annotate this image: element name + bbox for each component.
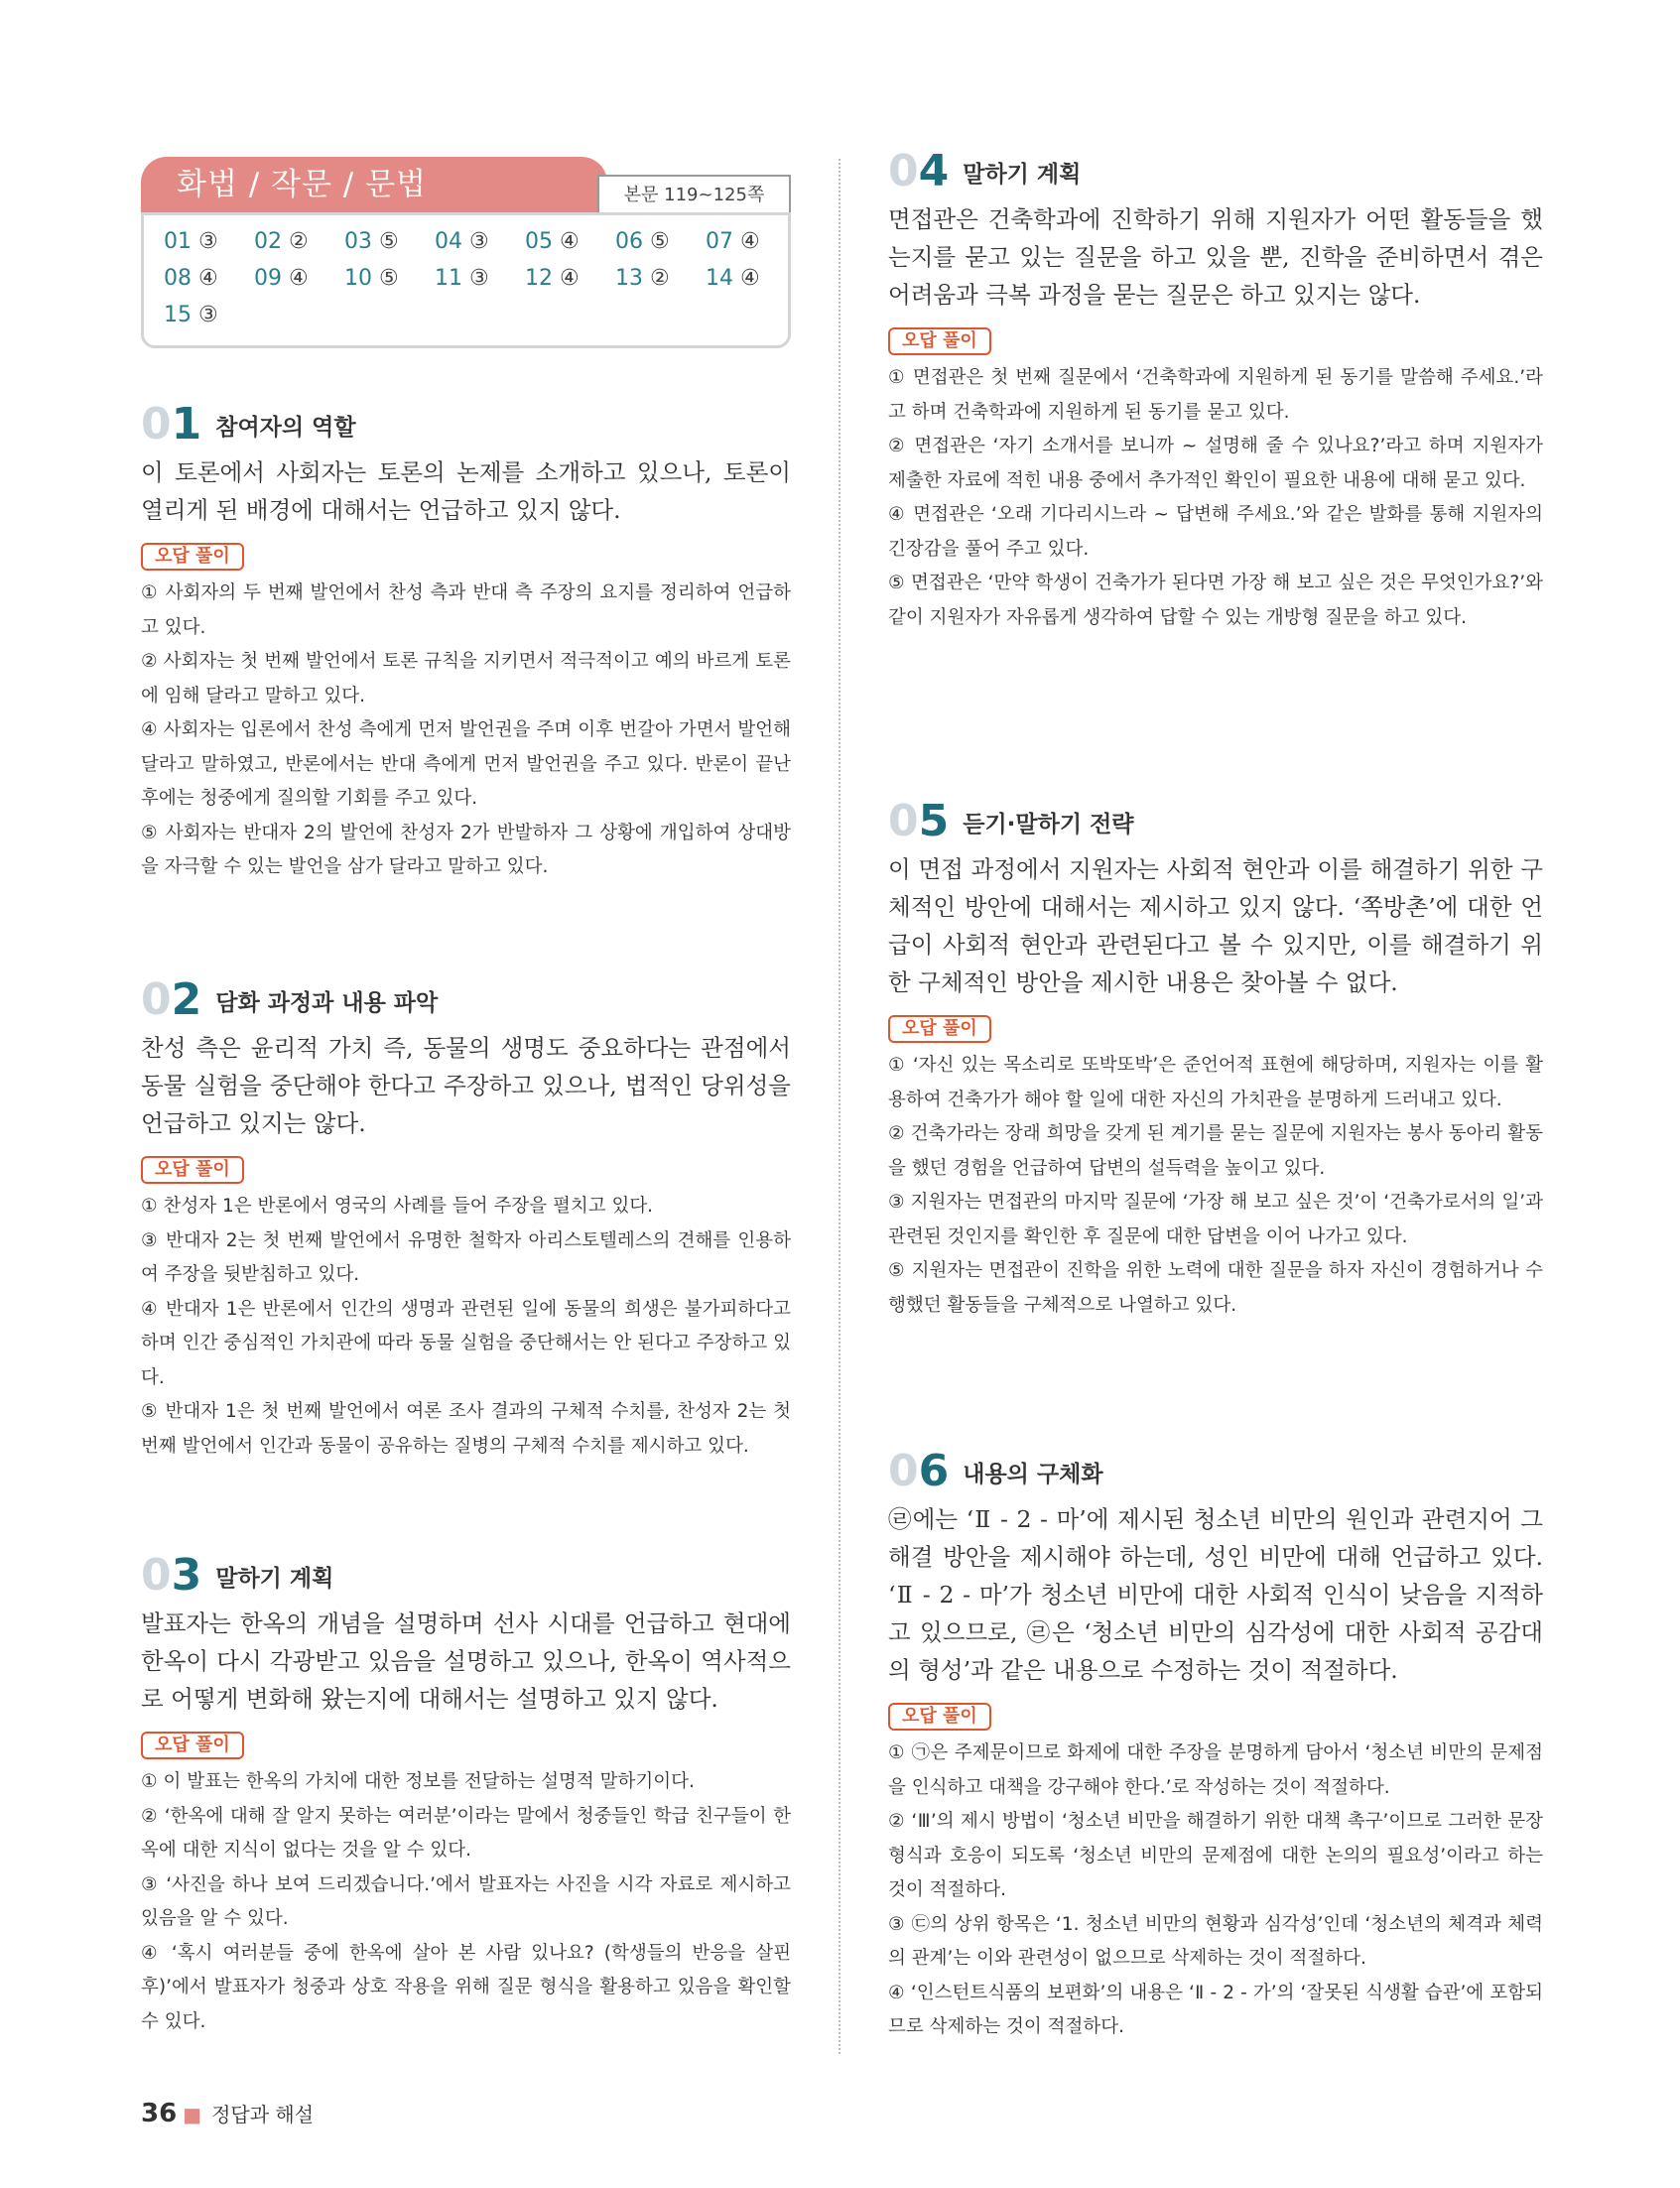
explanation-item: ③ ‘사진을 하나 보여 드리겠습니다.’에서 발표자는 사진을 시각 자료로 제시하고 있음을 알 수 있다. bbox=[141, 1873, 791, 1929]
answer-number: 06 bbox=[615, 229, 643, 254]
answer-number: 04 bbox=[435, 229, 462, 254]
answer-number: 10 bbox=[344, 266, 372, 291]
section-number-digit: 4 bbox=[918, 146, 950, 196]
footer-bullet: ■ bbox=[183, 2103, 202, 2126]
section-title: 내용의 구체화 bbox=[963, 1462, 1103, 1487]
answer-choice: ③ bbox=[469, 266, 489, 291]
section-number-digit: 1 bbox=[171, 399, 202, 450]
wrong-answer-badge: 오답 풀이 bbox=[888, 1015, 991, 1043]
explanation-item: ④ ‘혹시 여러분들 중에 한옥에 살아 본 사람 있나요? (학생들의 반응을 살핀 후)’에서 발표자가 청중과 상호 작용을 위해 질문 형식을 활용하고 있음을 확인할 수 있다. bbox=[141, 1942, 791, 2032]
left-column bbox=[141, 157, 791, 348]
section-title: 말하기 계획 bbox=[963, 162, 1082, 188]
explanation-item: ④ ‘인스턴트식품의 보편화’의 내용은 ‘Ⅱ - 2 - 가’의 ‘잘못된 식생활 습관’에 포함되므로 삭제하는 것이 적절하다. bbox=[888, 1982, 1543, 2037]
answer-item bbox=[435, 229, 525, 254]
section-title: 참여자의 역할 bbox=[215, 415, 356, 441]
answer-item bbox=[435, 266, 525, 291]
section-number-digit: 3 bbox=[171, 1550, 202, 1601]
answer-item bbox=[344, 266, 435, 291]
section-number-prefix: 0 bbox=[888, 1446, 919, 1496]
answer-number: 15 bbox=[164, 303, 192, 327]
answer-item bbox=[615, 229, 706, 254]
explanation-list bbox=[141, 1190, 791, 1464]
section-number-digit: 6 bbox=[918, 1446, 950, 1496]
section-title: 말하기 계획 bbox=[215, 1566, 334, 1592]
answer-item bbox=[254, 229, 344, 254]
explanation-item: ② ‘한옥에 대해 잘 알지 못하는 여러분’이라는 말에서 청중들인 학급 친구들이 한옥에 대한 지식이 없다는 것을 알 수 있다. bbox=[141, 1805, 791, 1861]
section-answer-text: 이 면접 과정에서 지원자는 사회적 현안과 이를 해결하기 위한 구체적인 방안에 대해서는 제시하고 있지 않다. ‘쪽방촌’에 대한 언급이 사회적 현안과 관련된다고 볼 수 있지만, 이를 해결하기 위한 구체적인 방안을 제시한 내용은 찾아볼 수 없다. bbox=[888, 855, 1543, 996]
wrong-answer-badge: 오답 풀이 bbox=[141, 1732, 244, 1759]
explanation-item: ⑤ 면접관은 ‘만약 학생이 건축가가 된다면 가장 해 보고 싶은 것은 무엇인가요?’와 같이 지원자가 자유롭게 생각하여 답할 수 있는 개방형 질문을 하고 있다. bbox=[888, 573, 1543, 628]
answer-box-title: 화법 / 작문 / 문법 bbox=[141, 157, 607, 212]
page-footer bbox=[141, 2099, 314, 2128]
footer-label: 정답과 해설 bbox=[211, 2103, 315, 2126]
answer-number: 13 bbox=[615, 266, 643, 291]
column-divider bbox=[839, 159, 840, 2054]
explanation-item: ⑤ 지원자는 면접관이 진학을 위한 노력에 대한 질문을 하자 자신이 경험하거나 수행했던 활동들을 구체적으로 나열하고 있다. bbox=[888, 1260, 1543, 1316]
explanation-list bbox=[141, 1765, 791, 2039]
section-answer-text: ㉣에는 ‘Ⅱ - 2 - 마’에 제시된 청소년 비만의 원인과 관련지어 그 해결 방안을 제시해야 하는데, 성인 비만에 대해 언급하고 있다. ‘Ⅱ - 2 - 마’가 청소년 비만에 대한 사회적 인식이 낮음을 지적하고 있으므로, ㉣은 ‘청소년 비만의 심각성에 대한 사회적 공감대의 형성’과 같은 내용으로 수정하는 것이 적절하다. bbox=[888, 1505, 1543, 1684]
section-number bbox=[888, 796, 950, 846]
section-06 bbox=[888, 1446, 1543, 2045]
answer-item bbox=[706, 229, 796, 254]
section-heading bbox=[141, 399, 791, 450]
answer-box bbox=[141, 157, 791, 348]
explanation-item: ① 사회자의 두 번째 발언에서 찬성 측과 반대 측 주장의 요지를 정리하여 언급하고 있다. bbox=[141, 582, 791, 638]
answer-item bbox=[525, 266, 615, 291]
answer-number: 11 bbox=[435, 266, 462, 291]
answer-choice: ② bbox=[650, 266, 670, 291]
explanation-item: ③ 지원자는 면접관의 마지막 질문에 ‘가장 해 보고 싶은 것’이 ‘건축가로서의 일’과 관련된 것인지를 확인한 후 질문에 대한 답변을 이어 나가고 있다. bbox=[888, 1192, 1543, 1247]
explanation-item: ① 찬성자 1은 반론에서 영국의 사례를 들어 주장을 펼치고 있다. bbox=[141, 1196, 654, 1217]
section-title: 담화 과정과 내용 파악 bbox=[215, 990, 439, 1016]
answer-box-range: 본문 119~125쪽 bbox=[597, 175, 791, 212]
section-heading bbox=[141, 974, 791, 1025]
section-number-prefix: 0 bbox=[141, 399, 172, 450]
section-number bbox=[888, 1446, 950, 1496]
answer-number: 12 bbox=[525, 266, 553, 291]
section-04 bbox=[888, 146, 1543, 635]
section-heading bbox=[141, 1550, 791, 1601]
explanation-item: ① ㉠은 주제문이므로 화제에 대한 주장을 분명하게 담아서 ‘청소년 비만의 문제점을 인식하고 대책을 강구해야 한다.’로 작성하는 것이 적절하다. bbox=[888, 1742, 1543, 1798]
answer-choice: ③ bbox=[198, 229, 218, 254]
answer-choice: ④ bbox=[740, 266, 760, 291]
wrong-answer-badge: 오답 풀이 bbox=[141, 543, 244, 571]
answer-choice: ④ bbox=[560, 266, 580, 291]
answer-number: 14 bbox=[706, 266, 733, 291]
explanation-item: ① ‘자신 있는 목소리로 또박또박’은 준언어적 표현에 해당하며, 지원자는 이를 활용하여 건축가가 해야 할 일에 대한 자신의 가치관을 분명하게 드러내고 있다. bbox=[888, 1055, 1543, 1110]
section-number-prefix: 0 bbox=[141, 1550, 172, 1601]
answer-choice: ④ bbox=[289, 266, 309, 291]
explanation-item: ④ 사회자는 입론에서 찬성 측에게 먼저 발언권을 주며 이후 번갈아 가면서 발언해 달라고 말하였고, 반론에서는 반대 측에게 먼저 발언권을 주고 있다. 반론이 끝난 후에는 청중에게 질의할 기회를 주고 있다. bbox=[141, 719, 791, 809]
section-heading bbox=[888, 1446, 1543, 1496]
section-number-digit: 5 bbox=[918, 796, 950, 846]
answer-choice: ④ bbox=[560, 229, 580, 254]
answer-choice: ② bbox=[289, 229, 309, 254]
section-answer-text: 면접관은 건축학과에 진학하기 위해 지원자가 어떤 활동들을 했는지를 묻고 있는 질문을 하고 있을 뿐, 진학을 준비하면서 겪은 어려움과 극복 과정을 묻는 질문은 하고 있지는 않다. bbox=[888, 205, 1543, 309]
answer-item bbox=[164, 229, 254, 254]
section-number bbox=[141, 974, 202, 1025]
explanation-item: ⑤ 사회자는 반대자 2의 발언에 찬성자 2가 반발하자 그 상황에 개입하여 상대방을 자극할 수 있는 발언을 삼가 달라고 말하고 있다. bbox=[141, 822, 791, 877]
section-02 bbox=[141, 974, 791, 1464]
explanation-item: ④ 반대자 1은 반론에서 인간의 생명과 관련된 일에 동물의 희생은 불가피하다고 하며 인간 중심적인 가치관에 따라 동물 실험을 중단해서는 안 된다고 주장하고 있다. bbox=[141, 1298, 791, 1388]
explanation-item: ⑤ 반대자 1은 첫 번째 발언에서 여론 조사 결과의 구체적 수치를, 찬성자 2는 첫 번째 발언에서 인간과 동물이 공유하는 질병의 구체적 수치를 제시하고 있다. bbox=[141, 1401, 791, 1457]
answer-number: 02 bbox=[254, 229, 282, 254]
explanation-list bbox=[888, 1049, 1543, 1323]
section-answer-text: 찬성 측은 윤리적 가치 즉, 동물의 생명도 중요하다는 관점에서 동물 실험을 중단해야 한다고 주장하고 있으나, 법적인 당위성을 언급하고 있지는 않다. bbox=[141, 1034, 791, 1137]
page-number: 36 bbox=[141, 2099, 178, 2128]
section-01 bbox=[141, 399, 791, 885]
answer-item bbox=[164, 303, 254, 327]
section-heading bbox=[888, 146, 1543, 196]
explanation-item: ④ 면접관은 ‘오래 기다리시느라 ~ 답변해 주세요.’와 같은 발화를 통해 지원자의 긴장감을 풀어 주고 있다. bbox=[888, 504, 1543, 560]
answer-grid bbox=[141, 212, 791, 348]
answer-choice: ④ bbox=[198, 266, 218, 291]
section-answer-text: 이 토론에서 사회자는 토론의 논제를 소개하고 있으나, 토론이 열리게 된 배경에 대해서는 언급하고 있지 않다. bbox=[141, 458, 791, 524]
explanation-list bbox=[888, 1737, 1543, 2045]
answer-choice: ③ bbox=[469, 229, 489, 254]
section-heading bbox=[888, 796, 1543, 846]
section-title: 듣기·말하기 전략 bbox=[963, 812, 1134, 837]
explanation-item: ② ‘Ⅲ’의 제시 방법이 ‘청소년 비만을 해결하기 위한 대책 촉구’이므로 그러한 문장 형식과 호응이 되도록 ‘청소년 비만의 문제점에 대한 논의의 필요성’이라고 하는 것이 적절하다. bbox=[888, 1811, 1543, 1900]
answer-item bbox=[615, 266, 706, 291]
answer-number: 08 bbox=[164, 266, 192, 291]
answer-choice: ⑤ bbox=[379, 266, 399, 291]
answer-item bbox=[164, 266, 254, 291]
wrong-answer-badge: 오답 풀이 bbox=[888, 327, 991, 355]
answer-number: 09 bbox=[254, 266, 282, 291]
explanation-item: ① 이 발표는 한옥의 가치에 대한 정보를 전달하는 설명적 말하기이다. bbox=[141, 1771, 695, 1792]
section-number bbox=[888, 146, 950, 196]
answer-choice: ⑤ bbox=[379, 229, 399, 254]
answer-item bbox=[706, 266, 796, 291]
wrong-answer-badge: 오답 풀이 bbox=[888, 1703, 991, 1731]
answer-choice: ④ bbox=[740, 229, 760, 254]
answer-choice: ⑤ bbox=[650, 229, 670, 254]
explanation-list bbox=[888, 361, 1543, 635]
explanation-item: ② 면접관은 ‘자기 소개서를 보니까 ~ 설명해 줄 수 있나요?’라고 하며 지원자가 제출한 자료에 적힌 내용 중에서 추가적인 확인이 필요한 내용에 대해 묻고 있다. bbox=[888, 436, 1543, 491]
explanation-item: ② 사회자는 첫 번째 발언에서 토론 규칙을 지키면서 적극적이고 예의 바르게 토론에 임해 달라고 말하고 있다. bbox=[141, 651, 791, 707]
answer-number: 07 bbox=[706, 229, 733, 254]
section-number-prefix: 0 bbox=[888, 146, 919, 196]
explanation-item: ③ 반대자 2는 첫 번째 발언에서 유명한 철학자 아리스토텔레스의 견해를 인용하여 주장을 뒷받침하고 있다. bbox=[141, 1229, 791, 1285]
answer-number: 01 bbox=[164, 229, 192, 254]
section-answer-text: 발표자는 한옥의 개념을 설명하며 선사 시대를 언급하고 현대에 한옥이 다시 각광받고 있음을 설명하고 있으나, 한옥이 역사적으로 어떻게 변화해 왔는지에 대해서는 설명하고 있지 않다. bbox=[141, 1609, 791, 1713]
section-03 bbox=[141, 1550, 791, 2039]
explanation-item: ② 건축가라는 장래 희망을 갖게 된 계기를 묻는 질문에 지원자는 봉사 동아리 활동을 했던 경험을 언급하여 답변의 설득력을 높이고 있다. bbox=[888, 1123, 1543, 1179]
section-number-prefix: 0 bbox=[888, 796, 919, 846]
wrong-answer-badge: 오답 풀이 bbox=[141, 1156, 244, 1184]
explanation-list bbox=[141, 577, 791, 885]
section-number bbox=[141, 399, 202, 450]
answer-item bbox=[344, 229, 435, 254]
answer-choice: ③ bbox=[198, 303, 218, 327]
answer-item bbox=[254, 266, 344, 291]
explanation-item: ③ ㉢의 상위 항목은 ‘1. 청소년 비만의 현황과 심각성’인데 ‘청소년의 체격과 체력의 관계’는 이와 관련성이 없으므로 삭제하는 것이 적절하다. bbox=[888, 1913, 1543, 1969]
section-05 bbox=[888, 796, 1543, 1323]
section-number-prefix: 0 bbox=[141, 974, 172, 1025]
answer-number: 03 bbox=[344, 229, 372, 254]
section-number bbox=[141, 1550, 202, 1601]
answer-number: 05 bbox=[525, 229, 553, 254]
answer-item bbox=[525, 229, 615, 254]
section-number-digit: 2 bbox=[171, 974, 202, 1025]
explanation-item: ① 면접관은 첫 번째 질문에서 ‘건축학과에 지원하게 된 동기를 말씀해 주세요.’라고 하며 건축학과에 지원하게 된 동기를 묻고 있다. bbox=[888, 367, 1543, 423]
